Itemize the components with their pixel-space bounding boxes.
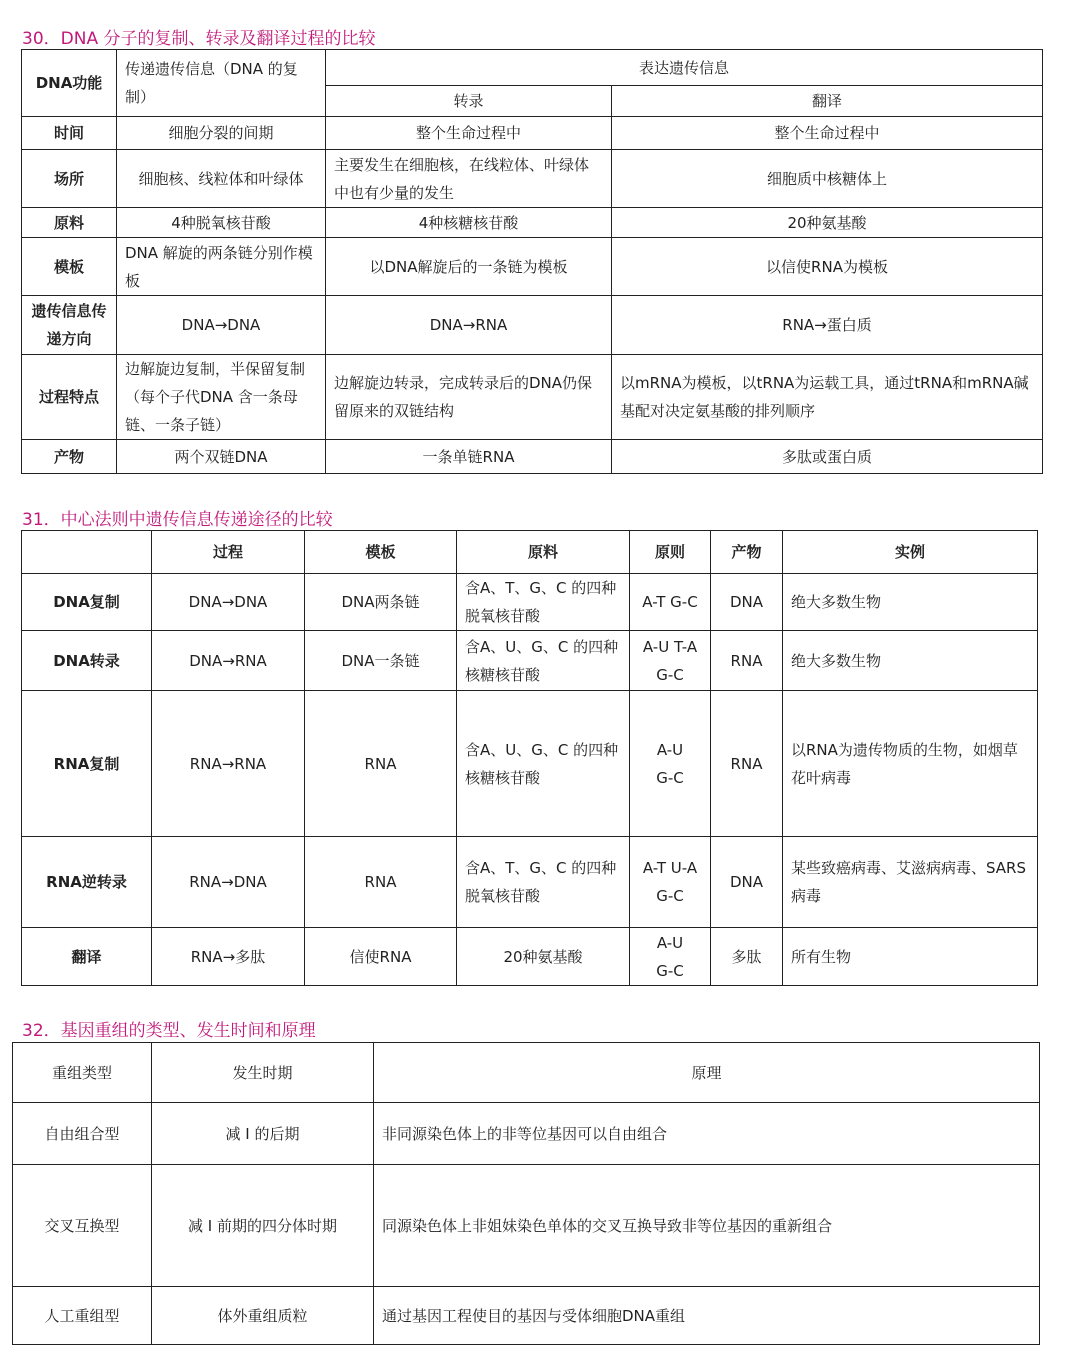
cell-replication: DNA 解旋的两条链分别作模板 <box>117 238 326 296</box>
cell-replication: 细胞分裂的间期 <box>117 117 326 150</box>
cell-type: 交叉互换型 <box>13 1165 152 1287</box>
table-row <box>22 928 1038 986</box>
cell-replication: 4种脱氧核苷酸 <box>117 208 326 238</box>
cell-example: 某些致癌病毒、艾滋病病毒、SARS病毒 <box>783 837 1038 928</box>
header-product: 产物 <box>711 531 783 574</box>
row-label: 时间 <box>22 117 117 150</box>
cell-translation: 20种氨基酸 <box>612 208 1043 238</box>
cell-translation: 以mRNA为模板，以tRNA为运载工具，通过tRNA和mRNA碱基配对决定氨基酸的排列顺序 <box>612 355 1043 440</box>
cell-rule <box>630 574 711 631</box>
rule-line-2: G-C <box>656 768 684 787</box>
row-label: DNA复制 <box>22 574 152 631</box>
header-principle: 原理 <box>374 1043 1040 1103</box>
rule-line-2: G-C <box>656 961 684 980</box>
cell-transcription: 4种核糖核苷酸 <box>326 208 612 238</box>
table-row <box>13 1165 1040 1287</box>
cell-principle: 非同源染色体上的非等位基因可以自由组合 <box>374 1103 1040 1165</box>
cell-translation: 整个生命过程中 <box>612 117 1043 150</box>
table-row <box>13 1103 1040 1165</box>
cell-transcription: 整个生命过程中 <box>326 117 612 150</box>
row-label: 翻译 <box>22 928 152 986</box>
cell-transcription: DNA→RNA <box>326 296 612 355</box>
cell-template: DNA两条链 <box>305 574 457 631</box>
cell-translation: 细胞质中核糖体上 <box>612 150 1043 208</box>
cell-product: RNA <box>711 691 783 837</box>
cell-product: DNA <box>711 837 783 928</box>
cell-translation: RNA→蛋白质 <box>612 296 1043 355</box>
cell-example: 绝大多数生物 <box>783 631 1038 691</box>
rule-line-2: G-C <box>656 665 684 684</box>
dna-process-comparison-table <box>21 49 1043 474</box>
cell-rule <box>630 691 711 837</box>
cell-example: 绝大多数生物 <box>783 574 1038 631</box>
table-row <box>22 117 1043 150</box>
table-row <box>22 691 1038 837</box>
cell-product: 多肽 <box>711 928 783 986</box>
cell-replication: 细胞核、线粒体和叶绿体 <box>117 150 326 208</box>
table-row <box>22 355 1043 440</box>
cell-product: DNA <box>711 574 783 631</box>
cell-template: DNA一条链 <box>305 631 457 691</box>
cell-type: 自由组合型 <box>13 1103 152 1165</box>
rule-line-1: A-U <box>656 740 684 759</box>
cell-template: RNA <box>305 837 457 928</box>
cell-rule <box>630 631 711 691</box>
cell-process: DNA→RNA <box>152 631 305 691</box>
rule-line-1: A-T G-C <box>642 593 698 611</box>
cell-process: DNA→DNA <box>152 574 305 631</box>
cell-rule <box>630 928 711 986</box>
table-row <box>22 150 1043 208</box>
cell-material: 含A、T、G、C 的四种脱氧核苷酸 <box>457 837 630 928</box>
row-label: RNA复制 <box>22 691 152 837</box>
cell-process: RNA→多肽 <box>152 928 305 986</box>
table-row <box>22 440 1043 474</box>
cell-replication: 两个双链DNA <box>117 440 326 474</box>
cell-template: RNA <box>305 691 457 837</box>
row-label: 遗传信息传递方向 <box>22 296 117 355</box>
table-row <box>22 837 1038 928</box>
gene-recombination-table <box>12 1042 1040 1345</box>
cell-translation: 多肽或蛋白质 <box>612 440 1043 474</box>
header-transcription: 转录 <box>326 86 612 117</box>
cell-template: 信使RNA <box>305 928 457 986</box>
cell-example: 以RNA为遗传物质的生物，如烟草花叶病毒 <box>783 691 1038 837</box>
section30-title: 30．DNA 分子的复制、转录及翻译过程的比较 <box>22 29 376 49</box>
cell-time: 减 I 前期的四分体时期 <box>152 1165 374 1287</box>
table-row <box>22 296 1043 355</box>
table-row <box>22 238 1043 296</box>
cell-time: 减 I 的后期 <box>152 1103 374 1165</box>
cell-process: RNA→RNA <box>152 691 305 837</box>
row-label: DNA转录 <box>22 631 152 691</box>
table-row <box>22 574 1038 631</box>
table-row <box>22 208 1043 238</box>
row-label: RNA逆转录 <box>22 837 152 928</box>
table-row <box>22 631 1038 691</box>
header-template: 模板 <box>305 531 457 574</box>
row-label: 过程特点 <box>22 355 117 440</box>
rule-line-1: A-U <box>656 933 684 952</box>
cell-translation: 以信使RNA为模板 <box>612 238 1043 296</box>
header-material: 原料 <box>457 531 630 574</box>
header-process: 过程 <box>152 531 305 574</box>
header-express-info: 表达遗传信息 <box>326 50 1043 86</box>
cell-transcription: 主要发生在细胞核，在线粒体、叶绿体中也有少量的发生 <box>326 150 612 208</box>
row-label: 场所 <box>22 150 117 208</box>
central-dogma-comparison-table <box>21 530 1038 986</box>
header-empty <box>22 531 152 574</box>
cell-material: 含A、U、G、C 的四种核糖核苷酸 <box>457 631 630 691</box>
cell-transcription: 边解旋边转录，完成转录后的DNA仍保留原来的双链结构 <box>326 355 612 440</box>
cell-principle: 通过基因工程使目的基因与受体细胞DNA重组 <box>374 1287 1040 1345</box>
header-dna-function: DNA功能 <box>22 50 117 117</box>
row-label: 模板 <box>22 238 117 296</box>
section32-title: 32．基因重组的类型、发生时间和原理 <box>22 1021 316 1041</box>
row-label: 产物 <box>22 440 117 474</box>
cell-example: 所有生物 <box>783 928 1038 986</box>
table-row <box>13 1287 1040 1345</box>
header-translation: 翻译 <box>612 86 1043 117</box>
header-transmit-info: 传递遗传信息（DNA 的复制） <box>117 50 326 117</box>
cell-material: 含A、T、G、C 的四种脱氧核苷酸 <box>457 574 630 631</box>
row-label: 原料 <box>22 208 117 238</box>
cell-process: RNA→DNA <box>152 837 305 928</box>
rule-line-1: A-U T-A <box>642 637 698 656</box>
cell-transcription: 以DNA解旋后的一条链为模板 <box>326 238 612 296</box>
cell-time: 体外重组质粒 <box>152 1287 374 1345</box>
header-recombination-type: 重组类型 <box>13 1043 152 1103</box>
cell-material: 含A、U、G、C 的四种核糖核苷酸 <box>457 691 630 837</box>
cell-replication: 边解旋边复制，半保留复制（每个子代DNA 含一条母链、一条子链） <box>117 355 326 440</box>
cell-principle: 同源染色体上非姐妹染色单体的交叉互换导致非等位基因的重新组合 <box>374 1165 1040 1287</box>
cell-rule <box>630 837 711 928</box>
header-rule: 原则 <box>630 531 711 574</box>
header-occurrence-time: 发生时期 <box>152 1043 374 1103</box>
section31-title: 31．中心法则中遗传信息传递途径的比较 <box>22 510 333 530</box>
rule-line-2: G-C <box>656 887 684 905</box>
cell-transcription: 一条单链RNA <box>326 440 612 474</box>
cell-product: RNA <box>711 631 783 691</box>
cell-replication: DNA→DNA <box>117 296 326 355</box>
cell-type: 人工重组型 <box>13 1287 152 1345</box>
cell-material: 20种氨基酸 <box>457 928 630 986</box>
header-example: 实例 <box>783 531 1038 574</box>
rule-line-1: A-T U-A <box>642 859 698 877</box>
